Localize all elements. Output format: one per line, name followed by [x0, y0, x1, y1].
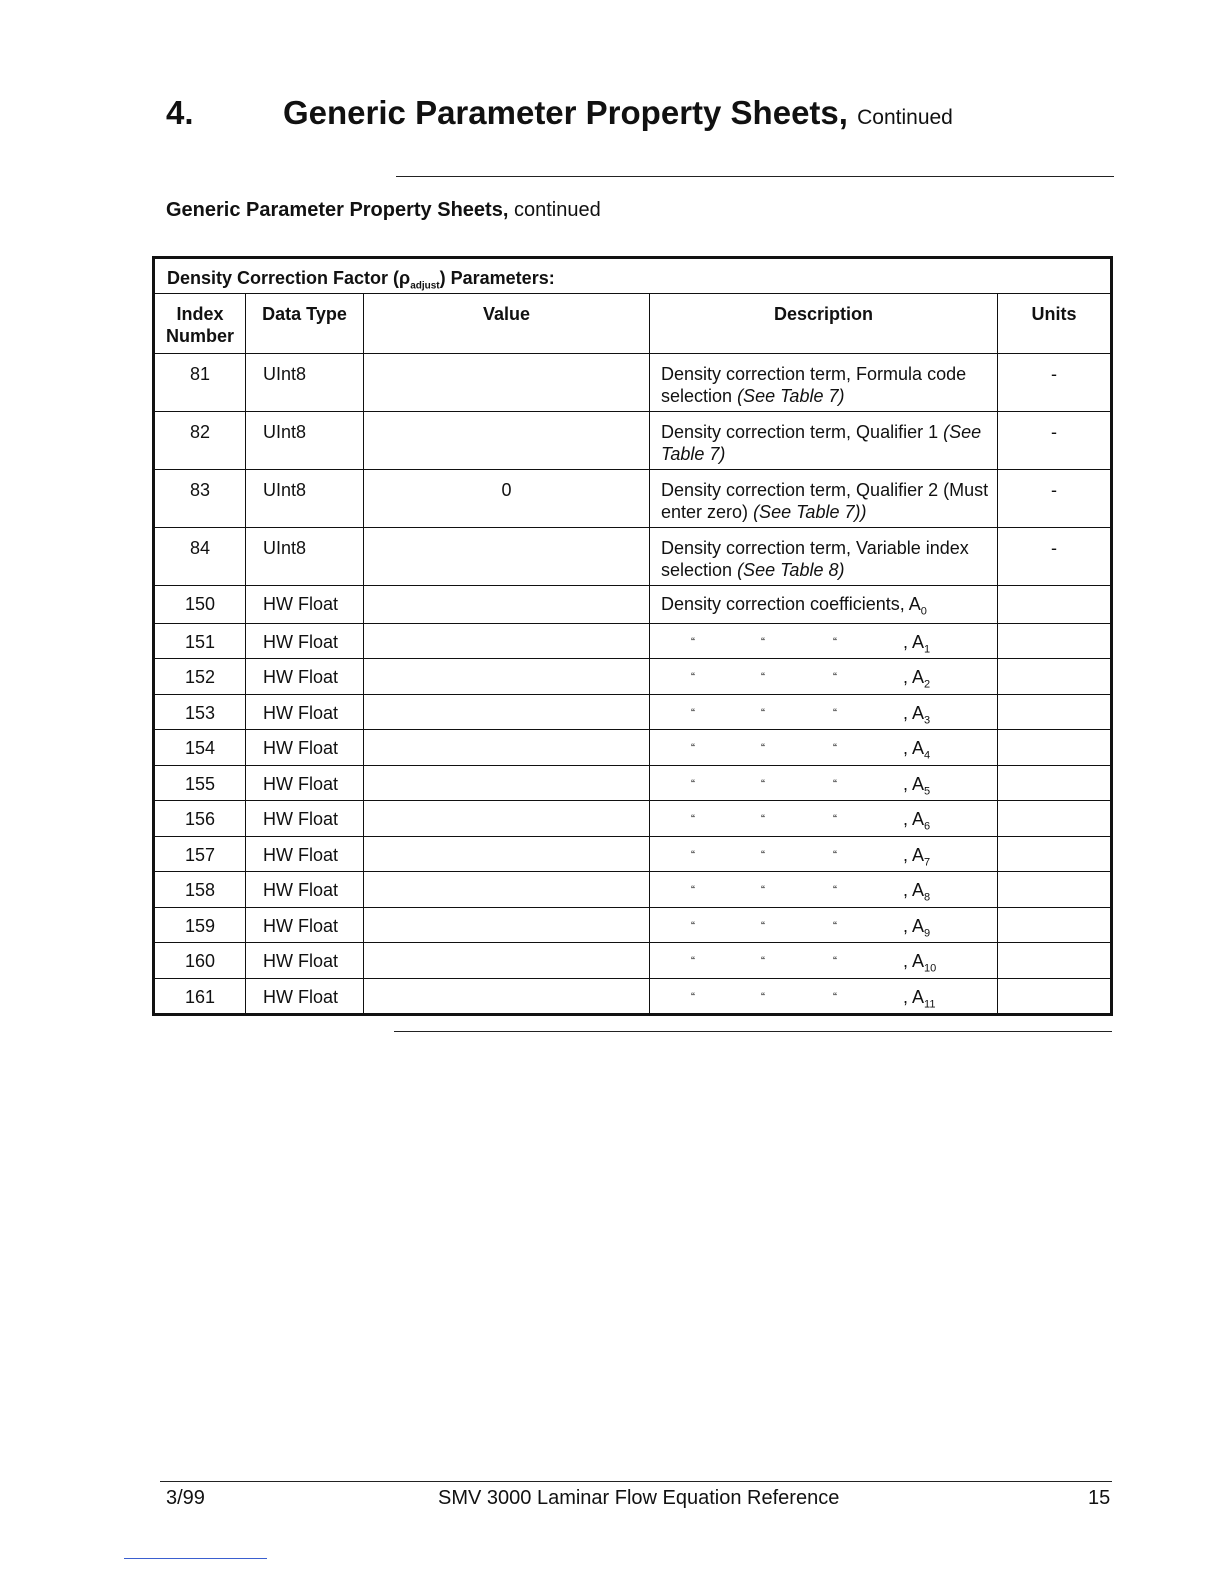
value-cell: [364, 730, 650, 766]
coefficient-symbol: [903, 737, 930, 767]
footer-document-title: SMV 3000 Laminar Flow Equation Reference: [438, 1487, 840, 1509]
column-header-data-type: Data Type: [246, 294, 364, 354]
caption-suffix: ) Parameters:: [439, 268, 555, 289]
data-type-cell: HW Float: [246, 694, 364, 730]
coefficient-letter: , A: [903, 951, 925, 972]
table-row: [154, 872, 1112, 908]
value-cell: [364, 586, 650, 624]
units-cell: -: [998, 528, 1112, 586]
column-header-description: Description: [650, 294, 998, 354]
table-row: [154, 765, 1112, 801]
ditto-mark: “: [833, 776, 837, 791]
decorative-blue-line: [124, 1558, 267, 1559]
ditto-mark: “: [761, 989, 765, 1004]
data-type-cell: UInt8: [246, 412, 364, 470]
data-type-cell: UInt8: [246, 354, 364, 412]
ditto-mark: “: [691, 670, 695, 685]
units-cell: [998, 801, 1112, 837]
index-cell: 155: [154, 765, 246, 801]
index-cell: 151: [154, 623, 246, 659]
description-cell: [650, 586, 998, 624]
coefficient-subscript: 4: [924, 749, 931, 762]
ditto-description: [661, 631, 941, 656]
coefficient-letter: , A: [903, 986, 925, 1007]
value-cell: [364, 836, 650, 872]
data-type-cell: HW Float: [246, 586, 364, 624]
units-cell: -: [998, 354, 1112, 412]
density-parameters-table: [152, 256, 1113, 1016]
units-cell: [998, 836, 1112, 872]
ditto-mark: “: [761, 741, 765, 756]
table-row: [154, 801, 1112, 837]
data-type-cell: HW Float: [246, 659, 364, 695]
ditto-description: [661, 915, 941, 940]
coefficient-symbol: [903, 844, 930, 874]
ditto-description: [661, 773, 941, 798]
table-row: [154, 623, 1112, 659]
table-row: [154, 836, 1112, 872]
ditto-mark: “: [833, 883, 837, 898]
ditto-mark: “: [691, 634, 695, 649]
ditto-mark: “: [691, 847, 695, 862]
index-cell: 160: [154, 943, 246, 979]
description-reference: (See Table 8): [737, 560, 845, 580]
ditto-mark: “: [833, 954, 837, 969]
description-cell: [650, 528, 998, 586]
ditto-mark: “: [691, 741, 695, 756]
units-cell: [998, 586, 1112, 624]
index-cell: 83: [154, 470, 246, 528]
coefficient-letter: , A: [903, 844, 925, 865]
units-cell: [998, 623, 1112, 659]
ditto-mark: “: [691, 776, 695, 791]
index-cell: 161: [154, 978, 246, 1014]
coefficient-letter: , A: [903, 915, 925, 936]
data-type-cell: UInt8: [246, 528, 364, 586]
description-cell: [650, 907, 998, 943]
ditto-mark: “: [691, 883, 695, 898]
ditto-mark: “: [691, 918, 695, 933]
description-cell: [650, 801, 998, 837]
index-cell: 158: [154, 872, 246, 908]
ditto-mark: “: [761, 812, 765, 827]
table-row: [154, 528, 1112, 586]
description-cell: [650, 943, 998, 979]
coefficient-letter: , A: [903, 809, 925, 830]
table-caption: [154, 258, 1112, 294]
description-cell: [650, 354, 998, 412]
description-cell: [650, 694, 998, 730]
ditto-description: [661, 737, 941, 762]
ditto-mark: “: [833, 918, 837, 933]
data-type-cell: HW Float: [246, 623, 364, 659]
coefficient-letter: , A: [903, 667, 925, 688]
coefficient-subscript: 10: [924, 962, 937, 975]
table-header-row: [154, 294, 1112, 354]
caption-prefix: Density Correction Factor (ρ: [167, 268, 411, 289]
index-cell: 81: [154, 354, 246, 412]
section-heading-bold: Generic Parameter Property Sheets,: [166, 199, 509, 221]
coefficient-letter: , A: [903, 773, 925, 794]
coefficient-symbol: [903, 773, 930, 803]
data-type-cell: HW Float: [246, 907, 364, 943]
units-cell: -: [998, 412, 1112, 470]
ditto-mark: “: [833, 847, 837, 862]
data-type-cell: HW Float: [246, 978, 364, 1014]
value-cell: 0: [364, 470, 650, 528]
data-type-cell: HW Float: [246, 836, 364, 872]
index-cell: 150: [154, 586, 246, 624]
coefficient-letter: , A: [903, 880, 925, 901]
ditto-mark: “: [691, 812, 695, 827]
data-type-cell: HW Float: [246, 801, 364, 837]
description-cell: [650, 836, 998, 872]
value-cell: [364, 354, 650, 412]
chapter-continued: Continued: [857, 106, 953, 129]
ditto-mark: “: [761, 634, 765, 649]
units-cell: [998, 943, 1112, 979]
units-cell: [998, 694, 1112, 730]
units-cell: [998, 765, 1112, 801]
index-cell: 152: [154, 659, 246, 695]
coefficient-symbol: [903, 666, 930, 696]
table-bottom-rule: [394, 1031, 1112, 1032]
ditto-mark: “: [833, 634, 837, 649]
caption-subscript: adjust: [410, 280, 440, 292]
coefficient-symbol: [903, 631, 930, 661]
ditto-mark: “: [761, 670, 765, 685]
table-row: [154, 659, 1112, 695]
description-cell: [650, 412, 998, 470]
coefficient-symbol: [903, 879, 930, 909]
coefficient-subscript: 2: [924, 678, 931, 691]
ditto-mark: “: [761, 954, 765, 969]
description-cell: [650, 470, 998, 528]
description-cell: [650, 765, 998, 801]
ditto-mark: “: [691, 989, 695, 1004]
index-cell: 82: [154, 412, 246, 470]
units-cell: -: [998, 470, 1112, 528]
ditto-mark: “: [761, 847, 765, 862]
table-row: [154, 978, 1112, 1014]
description-text: Density correction coefficients, A: [661, 594, 921, 614]
header-rule: [396, 176, 1114, 177]
coefficient-subscript: 1: [924, 643, 931, 656]
value-cell: [364, 694, 650, 730]
ditto-description: [661, 879, 941, 904]
ditto-mark: “: [761, 705, 765, 720]
index-cell: 154: [154, 730, 246, 766]
table-row: [154, 354, 1112, 412]
value-cell: [364, 659, 650, 695]
chapter-title-text: Generic Parameter Property Sheets,: [283, 94, 848, 131]
value-cell: [364, 765, 650, 801]
coefficient-subscript: 8: [924, 891, 931, 904]
footer-page-number: 15: [1088, 1487, 1111, 1509]
units-cell: [998, 730, 1112, 766]
description-text: Density correction term, Qualifier 1: [661, 422, 939, 442]
description-cell: [650, 659, 998, 695]
coefficient-letter: , A: [903, 738, 925, 759]
description-reference: (See Table 7)): [753, 502, 867, 522]
column-header-index: Index Number: [154, 294, 246, 354]
ditto-mark: “: [833, 670, 837, 685]
section-heading-rest: continued: [513, 199, 601, 221]
units-cell: [998, 907, 1112, 943]
coefficient-symbol: [903, 808, 930, 838]
ditto-mark: “: [761, 918, 765, 933]
coefficient-symbol: [903, 915, 930, 945]
description-cell: [650, 730, 998, 766]
index-cell: 153: [154, 694, 246, 730]
index-cell: 159: [154, 907, 246, 943]
data-type-cell: HW Float: [246, 943, 364, 979]
data-type-cell: HW Float: [246, 872, 364, 908]
value-cell: [364, 907, 650, 943]
index-cell: 157: [154, 836, 246, 872]
table-row: [154, 412, 1112, 470]
coefficient-symbol: [903, 950, 936, 980]
table-row: [154, 730, 1112, 766]
ditto-description: [661, 666, 941, 691]
ditto-description: [661, 844, 941, 869]
value-cell: [364, 412, 650, 470]
ditto-mark: “: [691, 954, 695, 969]
coefficient-subscript: 11: [924, 998, 936, 1011]
chapter-title: [283, 94, 953, 132]
value-cell: [364, 978, 650, 1014]
ditto-mark: “: [833, 812, 837, 827]
chapter-number: 4.: [166, 94, 194, 131]
value-cell: [364, 528, 650, 586]
value-cell: [364, 872, 650, 908]
units-cell: [998, 872, 1112, 908]
ditto-mark: “: [833, 741, 837, 756]
table-row: [154, 694, 1112, 730]
ditto-mark: “: [691, 705, 695, 720]
description-reference: (See Table 7): [661, 422, 982, 464]
value-cell: [364, 943, 650, 979]
ditto-description: [661, 808, 941, 833]
description-text: Density correction term, Formula code selection: [661, 364, 967, 406]
coefficient-subscript: 3: [924, 714, 931, 727]
ditto-mark: “: [761, 776, 765, 791]
coefficient-letter: , A: [903, 702, 925, 723]
coefficient-subscript: 5: [924, 785, 931, 798]
ditto-mark: “: [761, 883, 765, 898]
description-cell: [650, 623, 998, 659]
coefficient-subscript: 9: [924, 927, 931, 940]
ditto-description: [661, 702, 941, 727]
data-type-cell: HW Float: [246, 730, 364, 766]
data-type-cell: HW Float: [246, 765, 364, 801]
column-header-value: Value: [364, 294, 650, 354]
units-cell: [998, 659, 1112, 695]
column-header-units: Units: [998, 294, 1112, 354]
table-row: [154, 470, 1112, 528]
footer-date: 3/99: [166, 1487, 205, 1509]
section-heading: [166, 199, 601, 222]
coefficient-subscript: 0: [920, 605, 927, 618]
value-cell: [364, 623, 650, 659]
coefficient-symbol: [903, 702, 930, 732]
ditto-description: [661, 986, 941, 1011]
table-row: [154, 907, 1112, 943]
coefficient-subscript: 6: [924, 820, 931, 833]
ditto-mark: “: [833, 989, 837, 1004]
table-row: [154, 586, 1112, 624]
table-row: [154, 943, 1112, 979]
coefficient-subscript: 7: [924, 856, 931, 869]
ditto-mark: “: [833, 705, 837, 720]
index-cell: 84: [154, 528, 246, 586]
description-text: Density correction term, Variable index selection: [661, 538, 969, 580]
coefficient-letter: , A: [903, 631, 925, 652]
value-cell: [364, 801, 650, 837]
description-text: Density correction term, Qualifier 2 (Must enter zero): [661, 480, 989, 522]
data-type-cell: UInt8: [246, 470, 364, 528]
index-cell: 156: [154, 801, 246, 837]
description-cell: [650, 872, 998, 908]
units-cell: [998, 978, 1112, 1014]
ditto-description: [661, 950, 941, 975]
footer-rule: [160, 1481, 1112, 1482]
parameters-table-wrap: [152, 256, 1110, 1016]
coefficient-symbol: [903, 986, 935, 1016]
description-cell: [650, 978, 998, 1014]
description-reference: (See Table 7): [737, 386, 845, 406]
